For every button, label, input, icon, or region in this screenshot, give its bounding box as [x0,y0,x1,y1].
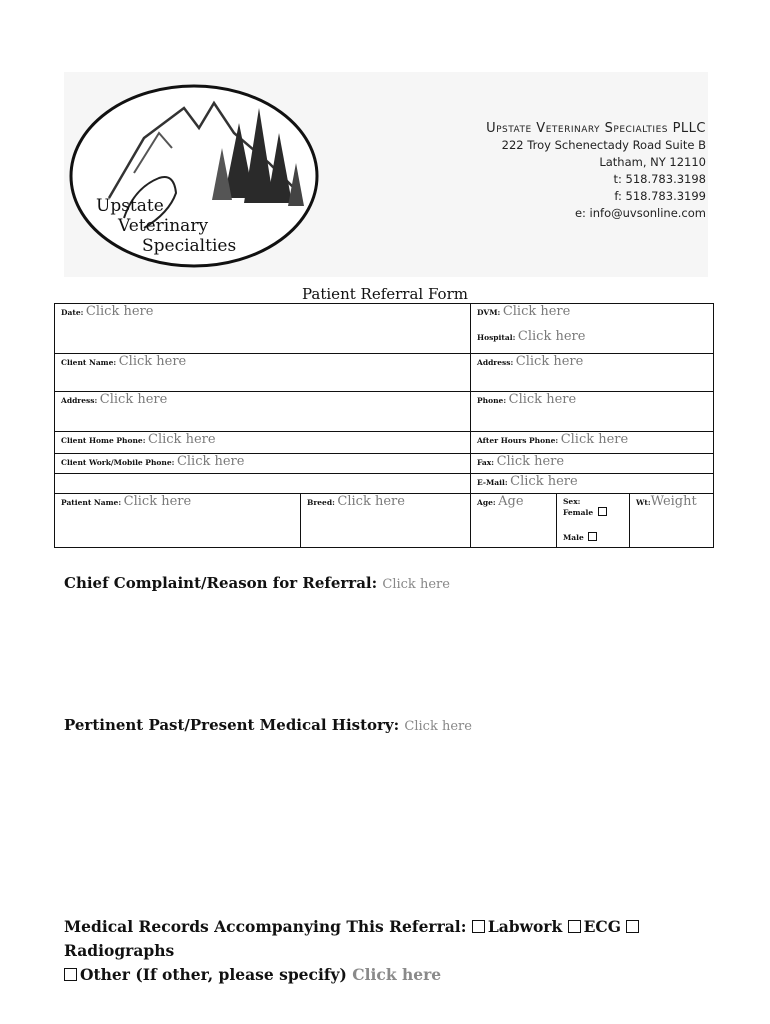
phone-label: Phone: [477,396,507,405]
weight-field[interactable]: Weight [650,494,697,509]
sex-cell [557,494,630,548]
weight-label: Wt: [636,498,651,507]
breed-cell [301,494,471,548]
records-section [64,915,724,987]
history-section [64,716,472,734]
dvm-label: DVM: [477,308,501,317]
phone-field[interactable]: Click here [508,392,577,407]
sex-label: Sex: [563,497,581,506]
breed-field[interactable]: Click here [337,494,405,509]
chief-complaint-label: Chief Complaint/Reason for Referral: [64,574,378,592]
work-phone-cell [55,454,471,474]
female-checkbox[interactable] [598,507,607,516]
chief-complaint-field[interactable]: Click here [382,577,450,592]
radiographs-checkbox[interactable] [626,920,639,933]
email-label: E-Mail: [477,478,508,487]
referral-form-table [54,303,714,548]
work-phone-label: Client Work/Mobile Phone: [61,458,175,467]
dvm-field[interactable]: Click here [502,304,571,319]
company-address-line2: Latham, NY 12110 [599,155,706,169]
phone-cell [471,392,714,432]
hospital-label: Hospital: [477,333,516,342]
company-info [486,120,706,222]
home-phone-field[interactable]: Click here [148,432,216,447]
company-telephone: t: 518.783.3198 [613,172,706,186]
after-hours-label: After Hours Phone: [477,436,559,445]
other-checkbox[interactable] [64,968,77,981]
logo-text-upstate: Upstate [96,196,164,216]
date-cell [55,304,471,354]
labwork-label: Labwork [487,917,563,936]
date-label: Date: [61,308,84,317]
other-label: Other [80,965,130,984]
email-field[interactable]: Click here [510,474,578,489]
dvm-hospital-cell [471,304,714,354]
after-hours-cell [471,432,714,454]
other-note: (If other, please specify) [135,965,347,984]
history-label: Pertinent Past/Present Medical History: [64,716,400,734]
company-fax: f: 518.783.3199 [614,189,706,203]
after-hours-field[interactable]: Click here [560,432,629,447]
hospital-address-field[interactable]: Click here [515,354,584,369]
hospital-address-cell [471,354,714,392]
age-label: Age: [477,498,496,507]
records-label: Medical Records Accompanying This Referral: [64,917,467,936]
hospital-address-label: Address: [477,358,514,367]
history-field[interactable]: Click here [404,719,472,734]
female-label: Female [563,508,594,517]
client-name-label: Client Name: [61,358,117,367]
breed-label: Breed: [307,498,335,507]
ecg-label: ECG [583,917,621,936]
age-field[interactable]: Age [498,494,524,509]
other-field[interactable]: Click here [352,965,442,984]
form-title: Patient Referral Form [302,285,468,303]
male-label: Male [563,533,584,542]
fax-field[interactable]: Click here [496,454,565,469]
client-address-field[interactable]: Click here [99,392,168,407]
home-phone-label: Client Home Phone: [61,436,146,445]
company-logo [64,78,324,273]
labwork-checkbox[interactable] [472,920,485,933]
client-address-label: Address: [61,396,98,405]
weight-cell [630,494,714,548]
client-name-cell [55,354,471,392]
patient-name-field[interactable]: Click here [123,494,192,509]
patient-name-label: Patient Name: [61,498,122,507]
email-cell [471,474,714,494]
age-cell [471,494,557,548]
company-address-line1: 222 Troy Schenectady Road Suite B [501,138,706,152]
logo-text-veterinary: Veterinary [118,216,209,236]
logo-text-specialties: Specialties [142,236,237,256]
patient-name-cell [55,494,301,548]
client-name-field[interactable]: Click here [118,354,187,369]
company-email: e: info@uvsonline.com [574,206,706,220]
work-phone-field[interactable]: Click here [176,454,245,469]
date-field[interactable]: Click here [85,304,154,319]
company-name: Upstate Veterinary Specialties PLLC [486,121,706,136]
hospital-field[interactable]: Click here [517,329,586,344]
ecg-checkbox[interactable] [568,920,581,933]
male-checkbox[interactable] [588,532,597,541]
home-phone-cell [55,432,471,454]
fax-label: Fax: [477,458,495,467]
empty-cell [55,474,471,494]
fax-cell [471,454,714,474]
client-address-cell [55,392,471,432]
radiographs-label: Radiographs [64,941,175,960]
chief-complaint-section [64,574,450,592]
